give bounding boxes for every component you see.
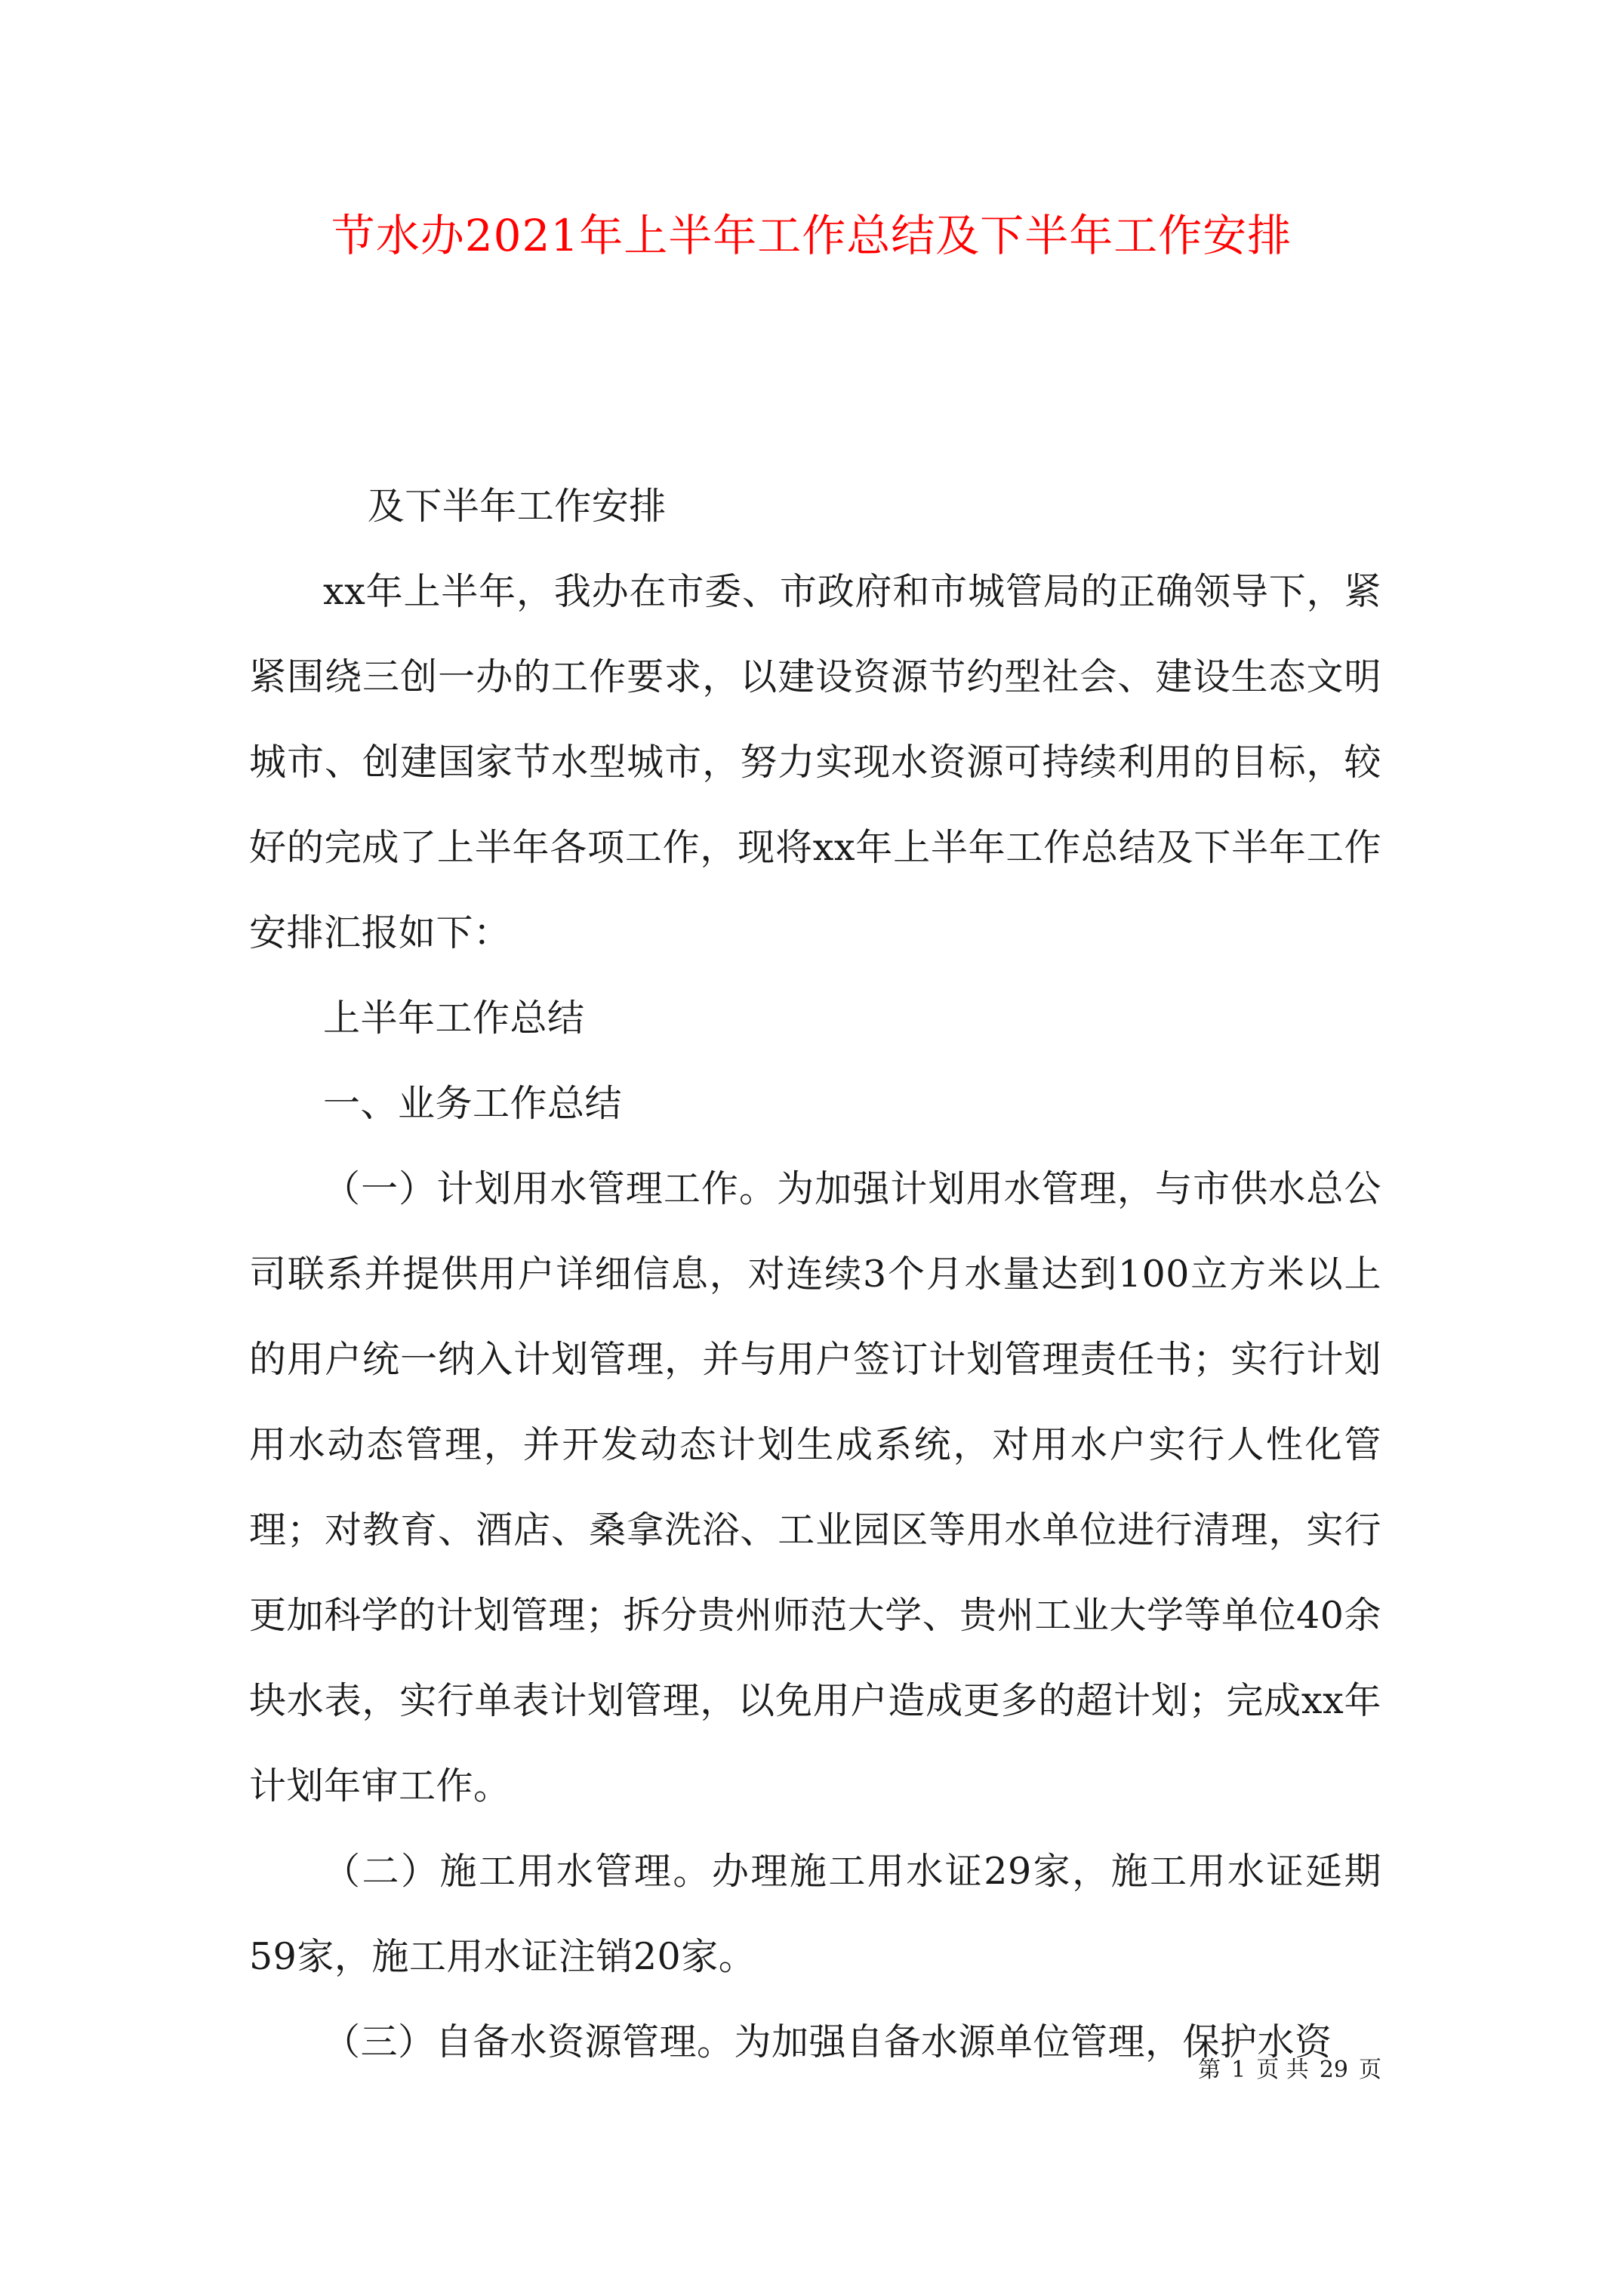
footer-prefix: 第 [1198, 2057, 1221, 2083]
document-body [249, 464, 1381, 2085]
paragraph-self-supply-water: （三）自备水资源管理。为加强自备水源单位管理，保护水资 [323, 2020, 1332, 2063]
intro-paragraph: xx年上半年，我办在市委、市政府和市城管局的正确领导下，紧紧围绕三创一办的工作要求，以建设资源节约型社会、建设生态文明城市、创建国家节水型城市，努力实现水资源可持续利用的目标，较好的完成了上半年各项工作，现将xx年上半年工作总结及下半年工作安排汇报如下： [249, 570, 1381, 954]
subtitle-paragraph: 及下半年工作安排 [367, 485, 667, 528]
footer-middle: 页 共 [1256, 2057, 1309, 2083]
document-title: 节水办2021年上半年工作总结及下半年工作安排 [331, 210, 1292, 261]
section-heading-summary: 上半年工作总结 [323, 997, 585, 1040]
section-heading-business: 一、业务工作总结 [323, 1082, 623, 1125]
paragraph-construction-water: （二）施工用水管理。办理施工用水证29家，施工用水证延期59家，施工用水证注销20家。 [249, 1850, 1381, 1978]
page-number-footer [1198, 2055, 1381, 2085]
footer-suffix: 页 [1359, 2057, 1381, 2083]
footer-current-page: 1 [1231, 2057, 1246, 2083]
paragraph-plan-water: （一）计划用水管理工作。为加强计划用水管理，与市供水总公司联系并提供用户详细信息，对连续3个月水量达到100立方米以上的用户统一纳入计划管理，并与用户签订计划管理责任书；实行计划用水动态管理，并开发动态计划生成系统，对用水户实行人性化管理；对教育、酒店、桑拿洗浴、工业园区等用水单位进行清理，实行更加科学的计划管理；拆分贵州师范大学、贵州工业大学等单位40余块水表，实行单表计划管理，以免用户造成更多的超计划；完成xx年计划年审工作。 [249, 1167, 1381, 1808]
footer-total-pages: 29 [1319, 2057, 1348, 2083]
